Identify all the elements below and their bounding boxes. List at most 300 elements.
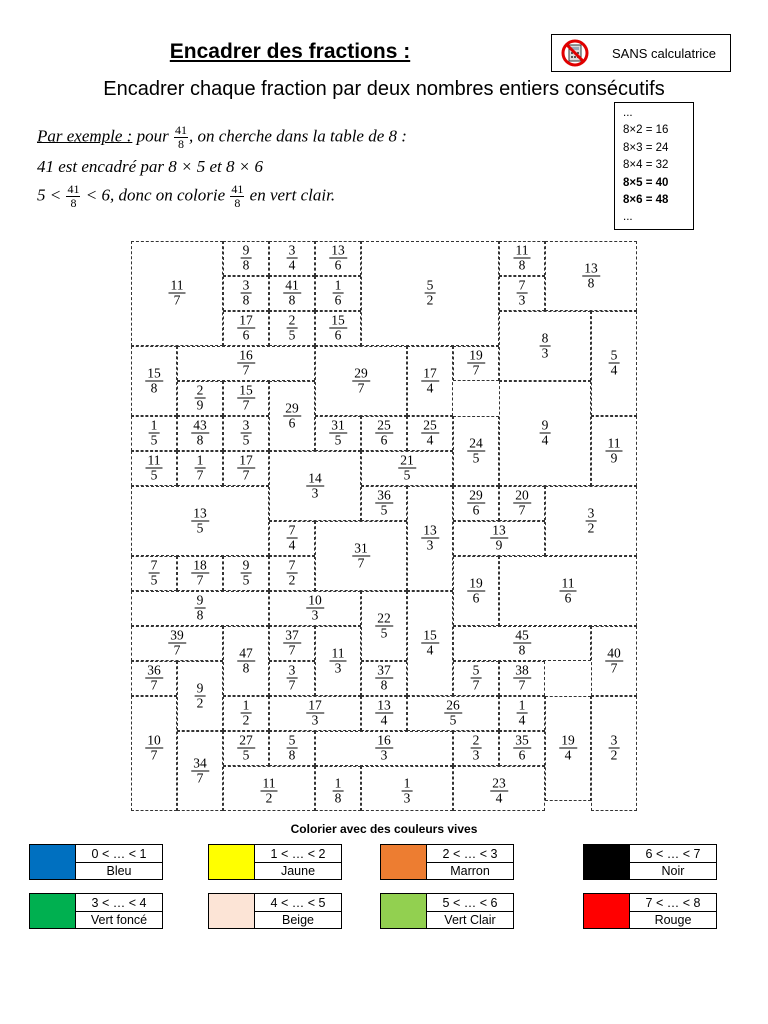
fraction — [306, 472, 324, 501]
numerator: 17 — [308, 697, 322, 713]
numerator: 14 — [308, 470, 322, 486]
fraction — [540, 332, 551, 361]
denominator: 5 — [288, 327, 296, 343]
fraction — [421, 524, 439, 553]
numerator: 31 — [331, 417, 345, 433]
denominator: 8 — [242, 292, 250, 308]
denominator: 5 — [150, 467, 158, 483]
denominator: 6 — [472, 590, 480, 606]
numerator: 3 — [242, 277, 250, 293]
denominator: 5 — [449, 712, 457, 728]
numerator: 15 — [331, 312, 345, 328]
denominator: 3 — [311, 607, 319, 623]
denominator: 8 — [288, 292, 296, 308]
denominator: 4 — [380, 712, 388, 728]
example-text: pour — [132, 126, 173, 146]
denominator: 6 — [564, 590, 572, 606]
numerator: 3 — [587, 505, 595, 521]
numerator: 25 — [423, 417, 437, 433]
fraction — [421, 419, 439, 448]
legend-color-name: Marron — [450, 863, 490, 878]
fraction — [169, 279, 186, 308]
fraction — [145, 734, 163, 763]
fraction — [517, 699, 528, 728]
denominator: 8 — [518, 257, 526, 273]
numerator: 34 — [193, 755, 207, 771]
example-text: 5 < — [37, 185, 62, 205]
numerator: 1 — [518, 697, 526, 713]
fraction — [287, 524, 298, 553]
numerator: 13 — [584, 260, 598, 276]
numerator: 37 — [285, 627, 299, 643]
denominator: 8 — [587, 275, 595, 291]
fraction — [149, 559, 160, 588]
denominator: 7 — [288, 677, 296, 693]
numerator: 1 — [150, 417, 158, 433]
fraction — [513, 734, 531, 763]
example-text: en vert clair. — [249, 185, 336, 205]
denominator: 5 — [196, 520, 204, 536]
denominator: 7 — [288, 642, 296, 658]
example-text: , on cherche dans la table de 8 : — [188, 126, 407, 146]
denominator: 6 — [334, 327, 342, 343]
legend-text — [76, 845, 162, 879]
numerator: 3 — [288, 242, 296, 258]
numerator: 11 — [607, 435, 621, 451]
fraction — [149, 419, 160, 448]
numerator: 26 — [446, 697, 460, 713]
fraction — [237, 314, 255, 343]
denominator: 8 — [242, 257, 250, 273]
fraction — [237, 647, 255, 676]
fraction — [606, 437, 623, 466]
legend-item — [380, 893, 514, 929]
legend-color-name: Vert Clair — [444, 912, 496, 927]
denominator: 6 — [288, 415, 296, 431]
denominator: 8 — [70, 196, 77, 210]
denominator: 7 — [357, 380, 365, 396]
fraction — [168, 629, 186, 658]
denominator: 8 — [334, 790, 342, 806]
numerator: 2 — [288, 312, 296, 328]
example-fraction — [230, 183, 244, 210]
numerator: 19 — [469, 347, 483, 363]
fraction — [195, 384, 206, 413]
numerator: 10 — [308, 592, 322, 608]
denominator: 5 — [150, 432, 158, 448]
fraction — [191, 757, 209, 786]
denominator: 2 — [587, 520, 595, 536]
denominator: 7 — [173, 292, 181, 308]
denominator: 5 — [334, 432, 342, 448]
numerator: 41 — [231, 182, 244, 196]
numerator: 37 — [377, 662, 391, 678]
numerator: 7 — [518, 277, 526, 293]
numerator: 13 — [377, 697, 391, 713]
numerator: 7 — [288, 557, 296, 573]
numerator: 3 — [242, 417, 250, 433]
numerator: 17 — [239, 452, 253, 468]
denominator: 7 — [472, 362, 480, 378]
denominator: 3 — [334, 660, 342, 676]
denominator: 7 — [357, 555, 365, 571]
denominator: 8 — [242, 660, 250, 676]
numerator: 9 — [541, 417, 549, 433]
denominator: 5 — [472, 450, 480, 466]
legend-range: 0 < … < 1 — [76, 846, 162, 863]
numerator: 13 — [423, 522, 437, 538]
denominator: 3 — [403, 790, 411, 806]
legend-item — [583, 893, 717, 929]
fraction — [375, 699, 393, 728]
fraction — [329, 244, 347, 273]
legend-range: 7 < … < 8 — [630, 895, 716, 912]
denominator: 4 — [426, 380, 434, 396]
numerator: 5 — [610, 347, 618, 363]
denominator: 2 — [242, 712, 250, 728]
denominator: 2 — [196, 695, 204, 711]
denominator: 4 — [288, 537, 296, 553]
fraction — [559, 734, 577, 763]
numerator: 3 — [610, 732, 618, 748]
legend-text — [255, 845, 341, 879]
example-line-3 — [37, 183, 335, 210]
numerator: 31 — [354, 540, 368, 556]
legend-color-swatch — [584, 845, 630, 879]
denominator: 5 — [380, 625, 388, 641]
fraction — [514, 244, 531, 273]
denominator: 8 — [196, 607, 204, 623]
legend-item — [208, 844, 342, 880]
numerator: 36 — [377, 487, 391, 503]
legend-range: 4 < … < 5 — [255, 895, 341, 912]
numerator: 19 — [561, 732, 575, 748]
fraction — [375, 489, 393, 518]
denominator: 3 — [380, 747, 388, 763]
numerator: 29 — [469, 487, 483, 503]
denominator: 7 — [150, 747, 158, 763]
denominator: 4 — [426, 642, 434, 658]
times-table-row: 8×4 = 32 — [623, 159, 669, 172]
fraction — [333, 777, 344, 806]
numerator: 17 — [423, 365, 437, 381]
fraction — [467, 437, 485, 466]
denominator: 9 — [610, 450, 618, 466]
denominator: 3 — [472, 747, 480, 763]
fraction — [517, 279, 528, 308]
denominator: 4 — [288, 257, 296, 273]
fraction — [582, 262, 600, 291]
denominator: 3 — [541, 345, 549, 361]
fraction — [237, 384, 255, 413]
numerator: 13 — [193, 505, 207, 521]
fraction — [609, 349, 620, 378]
legend-color-swatch — [381, 845, 427, 879]
fraction — [195, 594, 206, 623]
numerator: 2 — [196, 382, 204, 398]
numerator: 1 — [334, 775, 342, 791]
numerator: 18 — [193, 557, 207, 573]
denominator: 3 — [311, 485, 319, 501]
times-table-row: 8×3 = 24 — [623, 141, 669, 154]
no-calculator-badge — [551, 34, 731, 72]
fraction — [283, 629, 301, 658]
numerator: 11 — [147, 452, 161, 468]
legend-range: 3 < … < 4 — [76, 895, 162, 912]
fraction — [333, 279, 344, 308]
fraction — [287, 734, 298, 763]
numerator: 15 — [147, 365, 161, 381]
fraction — [261, 777, 278, 806]
example-label: Par exemple : — [37, 126, 133, 146]
numerator: 2 — [472, 732, 480, 748]
fraction — [195, 454, 206, 483]
fraction — [287, 244, 298, 273]
numerator: 17 — [239, 312, 253, 328]
numerator: 19 — [469, 575, 483, 591]
denominator: 2 — [610, 747, 618, 763]
fraction — [425, 279, 436, 308]
numerator: 45 — [515, 627, 529, 643]
numerator: 23 — [492, 775, 506, 791]
numerator: 5 — [426, 277, 434, 293]
legend-range: 1 < … < 2 — [255, 846, 341, 863]
numerator: 9 — [242, 242, 250, 258]
times-table-row: 8×5 = 40 — [623, 176, 669, 189]
numerator: 41 — [174, 123, 187, 137]
numerator: 3 — [288, 662, 296, 678]
numerator: 29 — [285, 400, 299, 416]
fraction — [471, 734, 482, 763]
denominator: 8 — [177, 137, 184, 151]
numerator: 11 — [561, 575, 575, 591]
denominator: 6 — [518, 747, 526, 763]
numerator: 8 — [541, 330, 549, 346]
times-table-row: ... — [623, 211, 633, 224]
denominator: 5 — [150, 572, 158, 588]
fraction — [560, 577, 577, 606]
denominator: 7 — [242, 397, 250, 413]
numerator: 15 — [239, 382, 253, 398]
denominator: 7 — [196, 467, 204, 483]
fraction — [306, 594, 324, 623]
numerator: 1 — [403, 775, 411, 791]
denominator: 4 — [541, 432, 549, 448]
denominator: 5 — [380, 502, 388, 518]
example-fraction — [66, 183, 80, 210]
legend-range: 5 < … < 6 — [427, 895, 513, 912]
denominator: 5 — [242, 432, 250, 448]
numerator: 1 — [242, 697, 250, 713]
legend-item — [29, 844, 163, 880]
denominator: 5 — [242, 747, 250, 763]
numerator: 36 — [147, 662, 161, 678]
fraction — [329, 314, 347, 343]
fraction — [375, 612, 393, 641]
fraction — [191, 507, 209, 536]
fraction — [287, 559, 298, 588]
legend-color-name: Vert foncé — [90, 912, 148, 927]
numerator: 24 — [469, 435, 483, 451]
example-line-2: 41 est encadré par 8 × 5 et 8 × 6 — [37, 157, 263, 176]
numerator: 9 — [196, 680, 204, 696]
denominator: 4 — [610, 362, 618, 378]
legend-range: 2 < … < 3 — [427, 846, 513, 863]
fraction — [609, 734, 620, 763]
fraction — [421, 629, 439, 658]
fraction — [490, 777, 508, 806]
fraction — [352, 542, 370, 571]
denominator: 3 — [311, 712, 319, 728]
denominator: 9 — [495, 537, 503, 553]
numerator: 41 — [285, 277, 299, 293]
fraction — [283, 402, 301, 431]
fraction — [467, 349, 485, 378]
fraction — [398, 454, 416, 483]
legend-color-swatch — [209, 894, 255, 928]
legend-color-name: Rouge — [654, 912, 692, 927]
numerator: 16 — [239, 347, 253, 363]
denominator: 8 — [518, 642, 526, 658]
fraction — [145, 367, 163, 396]
fraction — [402, 777, 413, 806]
numerator: 16 — [377, 732, 391, 748]
denominator: 6 — [334, 292, 342, 308]
denominator: 7 — [472, 677, 480, 693]
example-fraction — [174, 124, 188, 151]
example-text: < 6, donc on colorie — [85, 185, 226, 205]
fraction — [352, 367, 370, 396]
fraction — [195, 682, 206, 711]
denominator: 7 — [242, 362, 250, 378]
numerator: 11 — [515, 242, 529, 258]
legend-text — [630, 894, 716, 928]
numerator: 29 — [354, 365, 368, 381]
denominator: 6 — [334, 257, 342, 273]
numerator: 7 — [288, 522, 296, 538]
denominator: 5 — [403, 467, 411, 483]
fraction — [329, 419, 347, 448]
fraction — [191, 559, 209, 588]
fraction — [467, 577, 485, 606]
fraction — [241, 699, 252, 728]
denominator: 9 — [196, 397, 204, 413]
fraction — [375, 419, 393, 448]
fraction — [237, 454, 255, 483]
times-table-row: 8×6 = 48 — [623, 194, 669, 207]
fraction — [471, 664, 482, 693]
numerator: 25 — [377, 417, 391, 433]
fraction — [444, 699, 462, 728]
legend-color-swatch — [30, 845, 76, 879]
numerator: 11 — [331, 645, 345, 661]
denominator: 2 — [288, 572, 296, 588]
numerator: 11 — [170, 277, 184, 293]
denominator: 8 — [288, 747, 296, 763]
fraction — [330, 647, 347, 676]
fraction-coloring-grid — [131, 241, 637, 811]
denominator: 3 — [518, 292, 526, 308]
denominator: 7 — [610, 660, 618, 676]
legend-text — [630, 845, 716, 879]
denominator: 2 — [426, 292, 434, 308]
fraction — [283, 279, 301, 308]
denominator: 8 — [196, 432, 204, 448]
denominator: 7 — [518, 677, 526, 693]
legend-item — [583, 844, 717, 880]
fraction — [586, 507, 597, 536]
legend-text — [427, 894, 513, 928]
legend-color-swatch — [584, 894, 630, 928]
denominator: 6 — [380, 432, 388, 448]
legend-color-name: Jaune — [280, 863, 316, 878]
fraction — [241, 279, 252, 308]
numerator: 22 — [377, 610, 391, 626]
denominator: 4 — [495, 790, 503, 806]
fraction — [421, 367, 439, 396]
fraction — [237, 349, 255, 378]
fraction — [375, 734, 393, 763]
numerator: 43 — [193, 417, 207, 433]
legend-color-swatch — [209, 845, 255, 879]
numerator: 5 — [288, 732, 296, 748]
denominator: 7 — [196, 770, 204, 786]
fraction — [146, 454, 163, 483]
instruction-subtitle: Encadrer chaque fraction par deux nombres entiers consécutifs — [103, 78, 665, 100]
fraction — [241, 559, 252, 588]
no-calculator-icon — [558, 38, 592, 68]
denominator: 7 — [196, 572, 204, 588]
numerator: 39 — [170, 627, 184, 643]
fraction — [287, 314, 298, 343]
numerator: 40 — [607, 645, 621, 661]
numerator: 38 — [515, 662, 529, 678]
numerator: 21 — [400, 452, 414, 468]
legend-color-name: Beige — [282, 912, 314, 927]
fraction — [513, 629, 531, 658]
numerator: 9 — [196, 592, 204, 608]
denominator: 2 — [265, 790, 273, 806]
denominator: 7 — [150, 677, 158, 693]
fraction — [513, 664, 531, 693]
denominator: 4 — [518, 712, 526, 728]
legend-color-swatch — [30, 894, 76, 928]
legend-text — [76, 894, 162, 928]
numerator: 1 — [334, 277, 342, 293]
numerator: 13 — [331, 242, 345, 258]
denominator: 4 — [564, 747, 572, 763]
times-table-row: 8×2 = 16 — [623, 124, 669, 137]
denominator: 4 — [426, 432, 434, 448]
denominator: 6 — [472, 502, 480, 518]
fraction — [490, 524, 508, 553]
legend-title: Colorier avec des couleurs vives — [290, 822, 478, 836]
denominator: 8 — [380, 677, 388, 693]
numerator: 10 — [147, 732, 161, 748]
denominator: 7 — [242, 467, 250, 483]
denominator: 5 — [242, 572, 250, 588]
legend-color-name: Bleu — [106, 863, 132, 878]
fraction — [145, 664, 163, 693]
denominator: 6 — [242, 327, 250, 343]
numerator: 1 — [196, 452, 204, 468]
times-table-row: ... — [623, 107, 633, 119]
fraction — [467, 489, 485, 518]
numerator: 20 — [515, 487, 529, 503]
fraction — [287, 664, 298, 693]
fraction — [191, 419, 209, 448]
denominator: 7 — [173, 642, 181, 658]
